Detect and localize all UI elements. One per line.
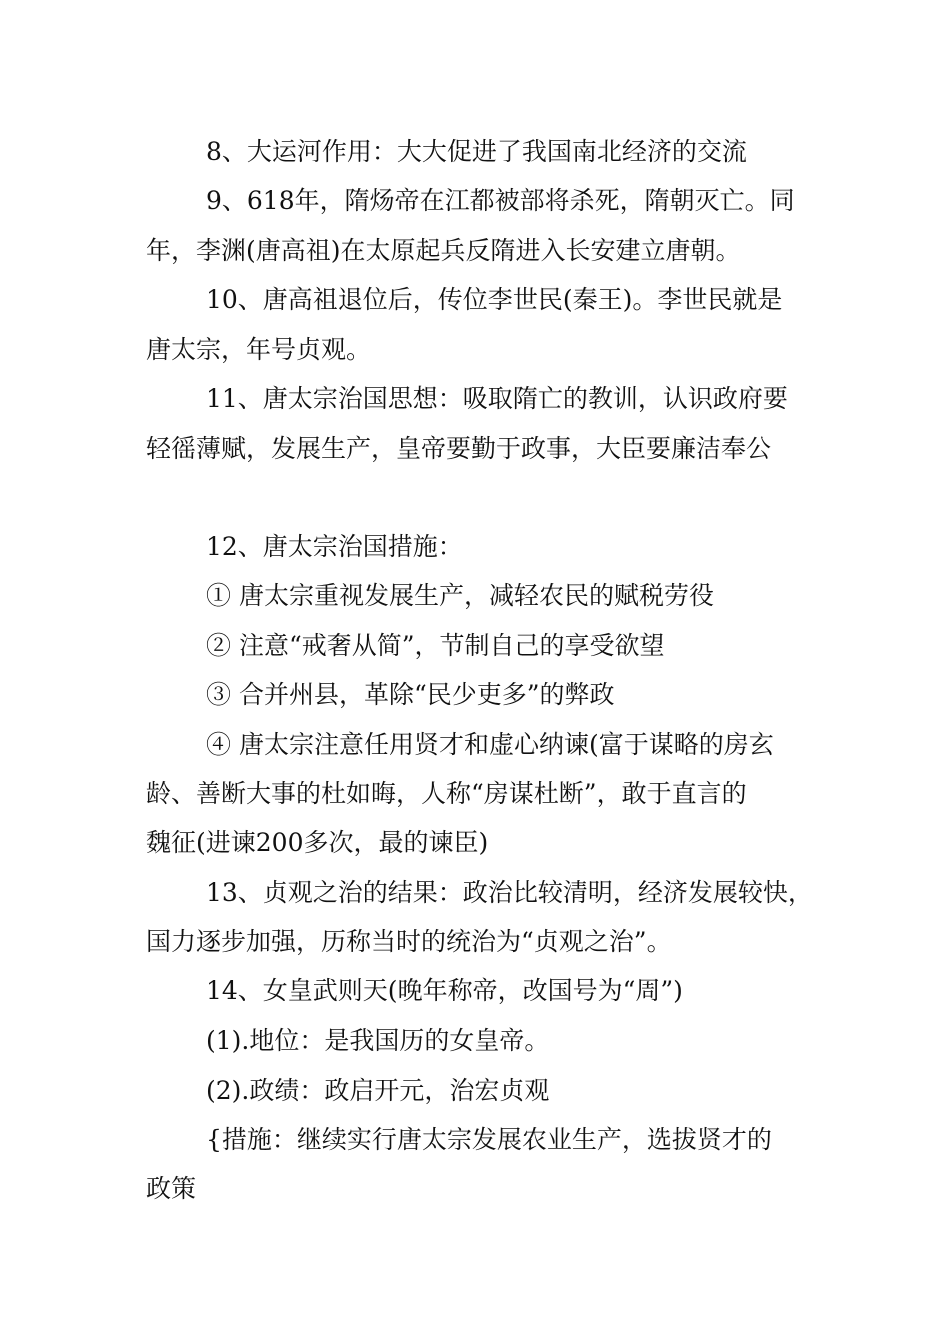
item-14-status: (1).地位：是我国历的女皇帝。 (206, 1026, 550, 1055)
item-9-continued: 年，李渊(唐高祖)在太原起兵反隋进入长安建立唐朝。 (146, 236, 741, 265)
measure-2: ② 注意“戒奢从简”，节制自己的享受欲望 (206, 631, 665, 660)
item-9-sui-fall: 9、618年，隋炀帝在江都被部将杀死，隋朝灭亡。同 (206, 186, 795, 215)
item-12-measures-heading: 12、唐太宗治国措施： (206, 532, 463, 561)
item-8-grand-canal: 8、大运河作用：大大促进了我国南北经济的交流 (206, 137, 747, 166)
measure-4-continued: 龄、善断大事的杜如晦，人称“房谋杜断”，敢于直言的 (146, 779, 747, 808)
item-14-wu-zetian: 14、女皇武则天(晚年称帝，改国号为“周”) (206, 976, 683, 1005)
item-10-continued: 唐太宗，年号贞观。 (146, 335, 372, 364)
item-14-measures-continued: 政策 (146, 1174, 197, 1203)
item-13-continued: 国力逐步加强，历称当时的统治为“贞观之治”。 (146, 927, 672, 956)
item-14-measures: {措施：继续实行唐太宗发展农业生产，选拔贤才的 (206, 1125, 772, 1154)
item-10-taizong: 10、唐高祖退位后，传位李世民(秦王)。李世民就是 (206, 285, 783, 314)
item-11-governance-thought: 11、唐太宗治国思想：吸取隋亡的教训，认识政府要 (206, 384, 788, 413)
measure-3: ③ 合并州县，革除“民少吏多”的弊政 (206, 680, 615, 709)
item-14-achievements: (2).政绩：政启开元，治宏贞观 (206, 1076, 550, 1105)
item-11-continued: 轻徭薄赋，发展生产，皇帝要勤于政事，大臣要廉洁奉公 (146, 434, 772, 463)
measure-1: ① 唐太宗重视发展生产，减轻农民的赋税劳役 (206, 581, 714, 610)
measure-4-continued-2: 魏征(进谏200多次，最的谏臣) (146, 828, 489, 857)
item-13-zhenguan-result: 13、贞观之治的结果：政治比较清明，经济发展较快， (206, 878, 813, 907)
measure-4: ④ 唐太宗注意任用贤才和虚心纳谏(富于谋略的房玄 (206, 730, 774, 759)
